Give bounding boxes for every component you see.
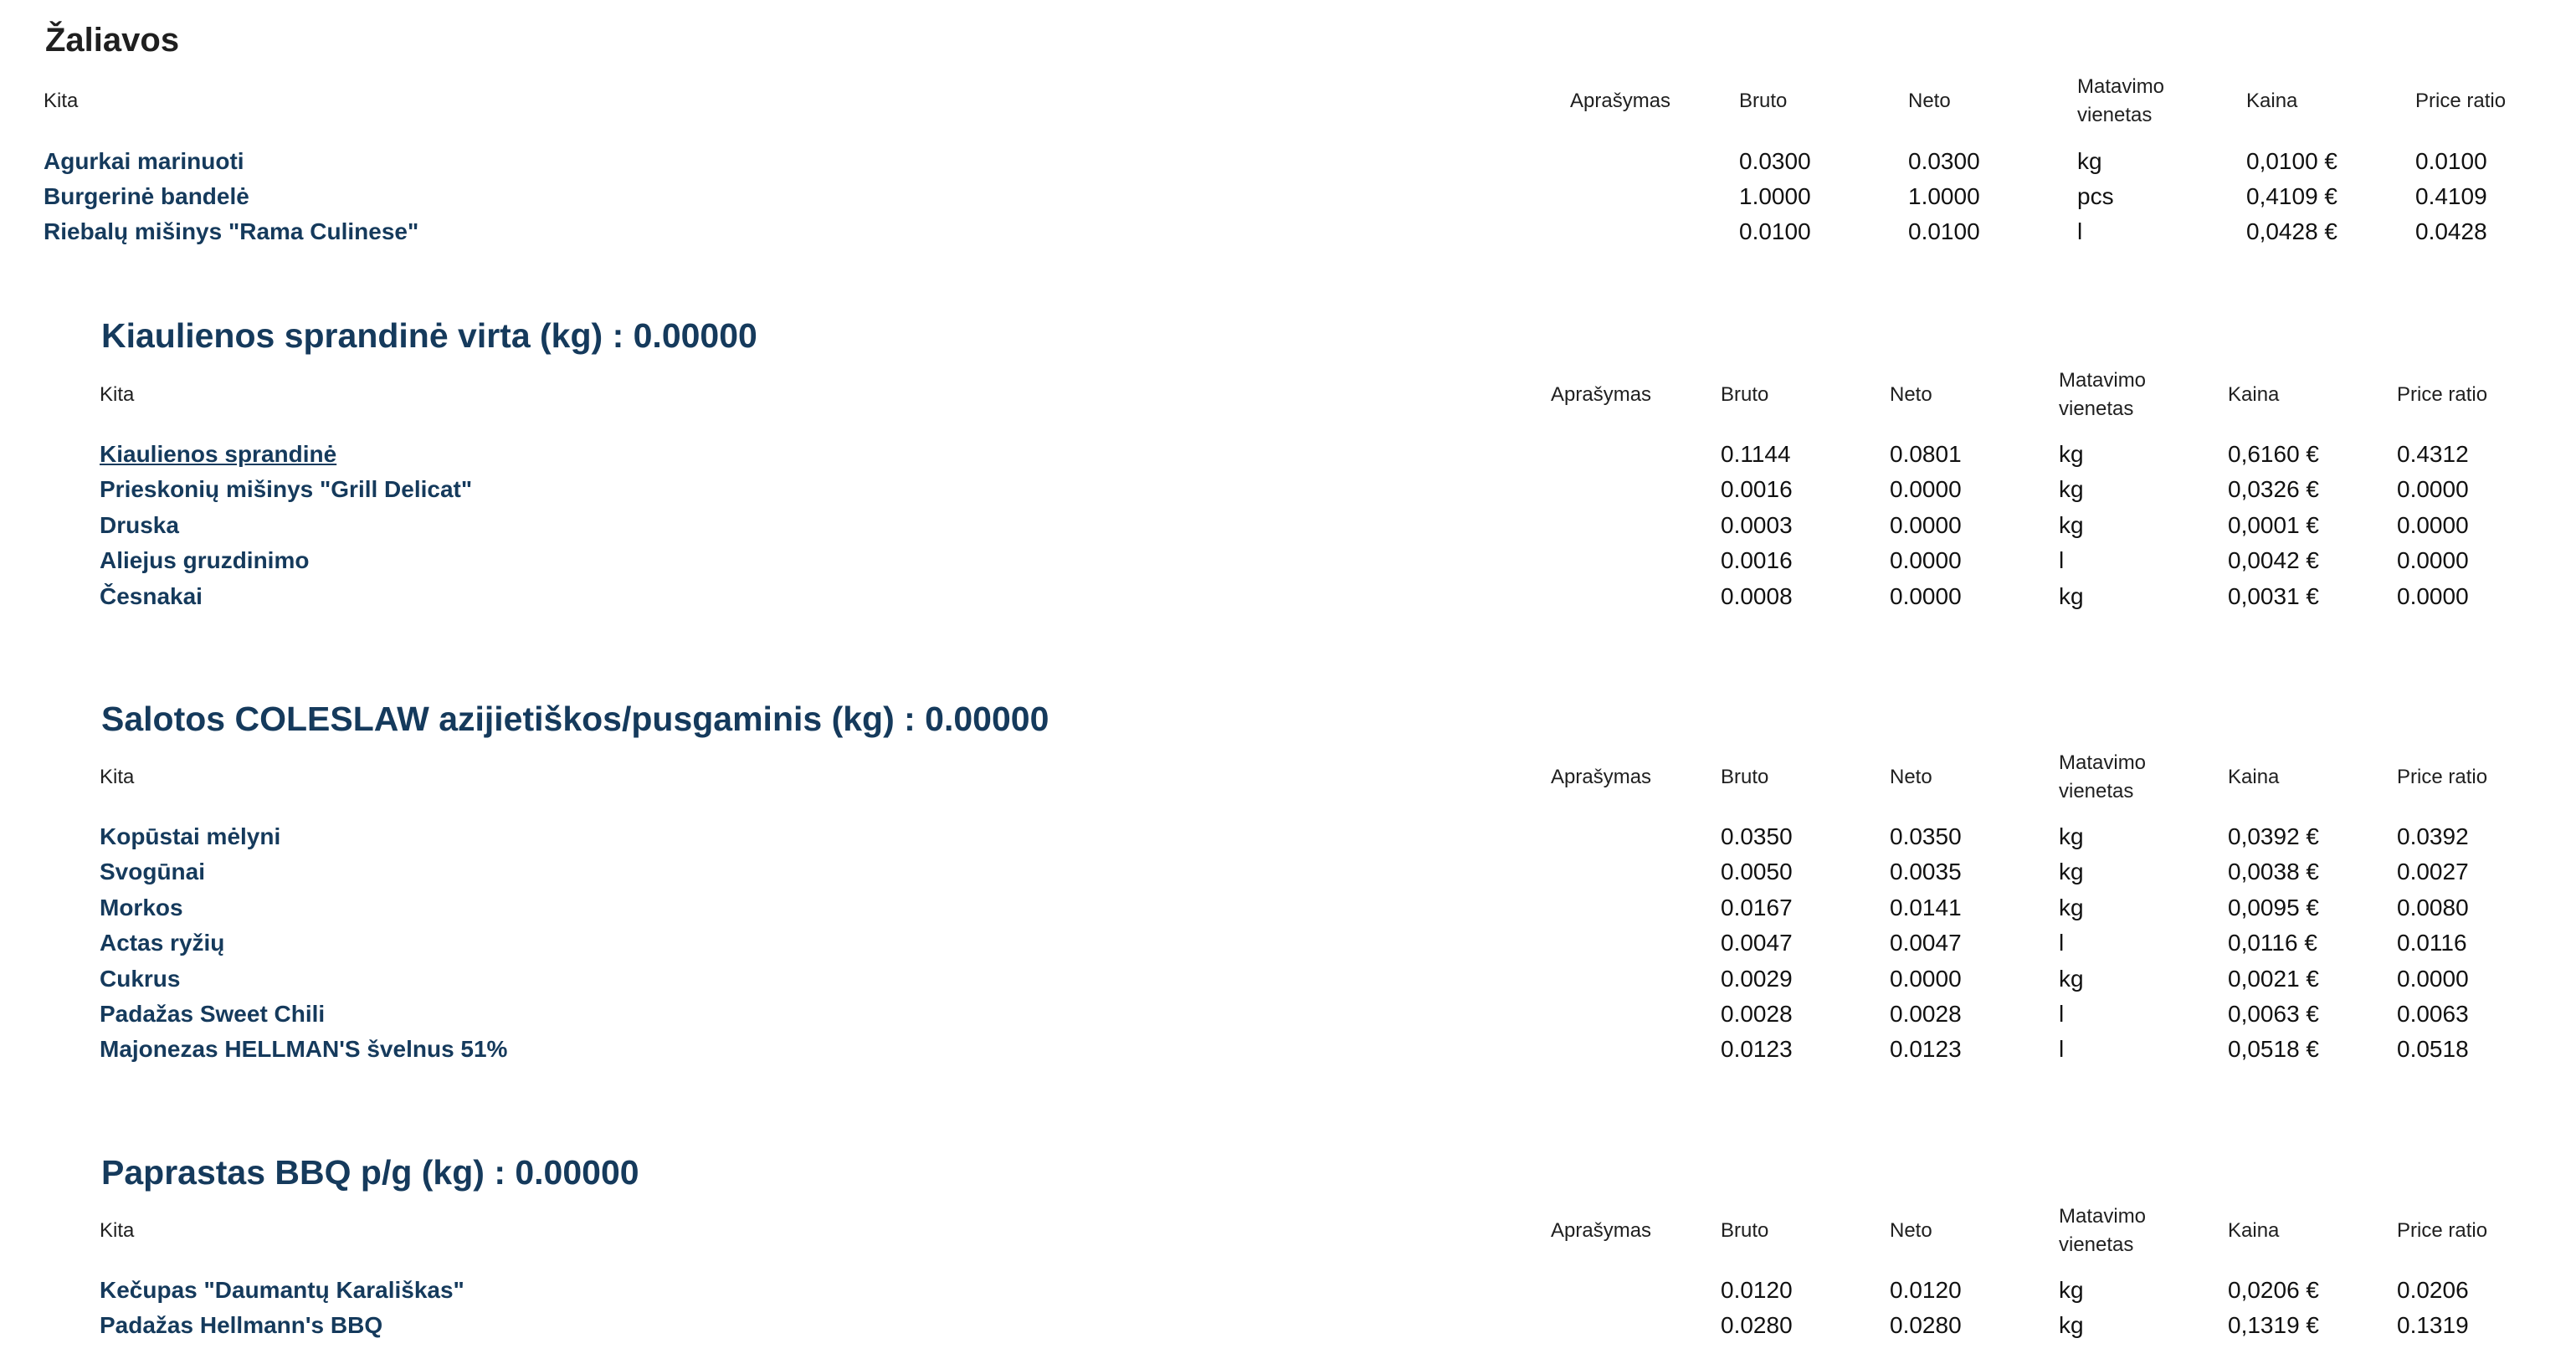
bruto-value: 0.0280 <box>1721 1312 1793 1338</box>
neto-value: 0.0000 <box>1890 547 1962 573</box>
price-value: 0,1319 € <box>2228 1312 2319 1338</box>
ingredient-name: Kopūstai mėlyni <box>100 823 281 849</box>
neto-value: 0.0141 <box>1890 895 1962 920</box>
header-bruto: Bruto <box>1721 1219 1769 1242</box>
price-value: 0,0326 € <box>2228 476 2319 502</box>
unit-value: pcs <box>2077 183 2114 209</box>
section-title: Kiaulienos sprandinė virta (kg) : 0.00000 <box>101 316 757 355</box>
price-value: 0,0518 € <box>2228 1036 2319 1062</box>
price-ratio-value: 0.0100 <box>2415 148 2487 174</box>
neto-value: 0.0280 <box>1890 1312 1962 1338</box>
header-kaina: Kaina <box>2228 766 2280 788</box>
ingredient-name: Morkos <box>100 895 183 920</box>
ingredient-name: Aliejus gruzdinimo <box>100 547 310 573</box>
price-ratio-value: 0.0000 <box>2397 547 2469 573</box>
price-value: 0,0116 € <box>2228 930 2317 956</box>
bruto-value: 0.0008 <box>1721 583 1793 609</box>
neto-value: 0.0047 <box>1890 930 1962 956</box>
price-ratio-value: 0.4312 <box>2397 441 2469 467</box>
unit-value: kg <box>2059 476 2084 502</box>
bruto-value: 0.0350 <box>1721 823 1793 849</box>
section-title: Paprastas BBQ p/g (kg) : 0.00000 <box>101 1153 639 1192</box>
price-ratio-value: 0.0428 <box>2415 218 2487 244</box>
ingredient-name: Actas ryžių <box>100 930 225 956</box>
header-vienetas: vienetas <box>2059 780 2134 802</box>
ingredient-name: Padažas Sweet Chili <box>100 1001 326 1027</box>
bruto-value: 0.0029 <box>1721 966 1793 992</box>
bruto-value: 0.0028 <box>1721 1001 1793 1027</box>
unit-value: kg <box>2059 1312 2084 1338</box>
price-value: 0,0095 € <box>2228 895 2319 920</box>
section-title: Salotos COLESLAW azijietiškos/pusgaminis (kg) : 0.00000 <box>101 700 1049 738</box>
price-value: 0,0392 € <box>2228 823 2319 849</box>
neto-value: 1.0000 <box>1908 183 1980 209</box>
price-value: 0,4109 € <box>2246 183 2337 209</box>
bruto-value: 0.0050 <box>1721 859 1793 884</box>
header-price-ratio: Price ratio <box>2415 90 2507 112</box>
ingredient-name: Druska <box>100 512 179 538</box>
neto-value: 0.0028 <box>1890 1001 1962 1027</box>
price-value: 0,0063 € <box>2228 1001 2319 1027</box>
header-matavimo: Matavimo <box>2059 751 2147 774</box>
price-ratio-value: 0.0027 <box>2397 859 2469 884</box>
price-ratio-value: 0.0392 <box>2397 823 2469 849</box>
header-aprasymas: Aprašymas <box>1551 766 1652 788</box>
header-aprasymas: Aprašymas <box>1551 383 1652 406</box>
header-bruto: Bruto <box>1721 383 1769 406</box>
unit-value: kg <box>2059 512 2084 538</box>
header-kita: Kita <box>100 1219 135 1242</box>
neto-value: 0.0120 <box>1890 1277 1962 1303</box>
ingredient-name: Majonezas HELLMAN'S švelnus 51% <box>100 1036 508 1062</box>
bruto-value: 0.0167 <box>1721 895 1793 920</box>
price-ratio-value: 0.0000 <box>2397 512 2469 538</box>
unit-value: l <box>2077 218 2083 244</box>
unit-value: kg <box>2059 966 2084 992</box>
price-ratio-value: 0.0206 <box>2397 1277 2469 1303</box>
unit-value: kg <box>2059 859 2084 884</box>
price-value: 0,0038 € <box>2228 859 2319 884</box>
header-price-ratio: Price ratio <box>2397 766 2488 788</box>
bruto-value: 0.0120 <box>1721 1277 1793 1303</box>
price-value: 0,0031 € <box>2228 583 2319 609</box>
ingredient-name: Cukrus <box>100 966 181 992</box>
neto-value: 0.0300 <box>1908 148 1980 174</box>
page-title: Žaliavos <box>45 22 180 59</box>
bruto-value: 0.1144 <box>1721 441 1791 467</box>
header-kaina: Kaina <box>2228 1219 2280 1242</box>
ingredient-name[interactable]: Kiaulienos sprandinė <box>100 441 337 467</box>
ingredient-name: Česnakai <box>100 583 203 609</box>
unit-value: l <box>2059 930 2065 956</box>
neto-value: 0.0035 <box>1890 859 1962 884</box>
header-neto: Neto <box>1890 766 1932 788</box>
ingredient-name: Svogūnai <box>100 859 206 884</box>
unit-value: kg <box>2059 1277 2084 1303</box>
price-value: 0,0428 € <box>2246 218 2337 244</box>
neto-value: 0.0000 <box>1890 512 1962 538</box>
ingredient-name: Burgerinė bandelė <box>44 183 249 209</box>
price-ratio-value: 0.0080 <box>2397 895 2469 920</box>
bruto-value: 0.0100 <box>1739 218 1811 244</box>
neto-value: 0.0000 <box>1890 476 1962 502</box>
neto-value: 0.0100 <box>1908 218 1980 244</box>
price-ratio-value: 0.1319 <box>2397 1312 2469 1338</box>
header-vienetas: vienetas <box>2059 397 2134 420</box>
ingredient-name: Agurkai marinuoti <box>44 148 244 174</box>
header-neto: Neto <box>1908 90 1951 112</box>
header-price-ratio: Price ratio <box>2397 383 2488 406</box>
bruto-value: 1.0000 <box>1739 183 1811 209</box>
header-matavimo: Matavimo <box>2077 75 2165 98</box>
bruto-value: 0.0016 <box>1721 476 1793 502</box>
unit-value: kg <box>2059 823 2084 849</box>
neto-value: 0.0000 <box>1890 966 1962 992</box>
price-value: 0,0100 € <box>2246 148 2337 174</box>
header-neto: Neto <box>1890 383 1932 406</box>
neto-value: 0.0350 <box>1890 823 1962 849</box>
neto-value: 0.0123 <box>1890 1036 1962 1062</box>
price-value: 0,0042 € <box>2228 547 2319 573</box>
header-vienetas: vienetas <box>2059 1233 2134 1256</box>
price-ratio-value: 0.0000 <box>2397 966 2469 992</box>
price-ratio-value: 0.0000 <box>2397 583 2469 609</box>
unit-value: l <box>2059 1036 2065 1062</box>
header-kita: Kita <box>100 766 135 788</box>
price-value: 0,0206 € <box>2228 1277 2319 1303</box>
header-bruto: Bruto <box>1739 90 1788 112</box>
price-ratio-value: 0.4109 <box>2415 183 2487 209</box>
price-value: 0,0001 € <box>2228 512 2319 538</box>
header-aprasymas: Aprašymas <box>1570 90 1671 112</box>
unit-value: kg <box>2059 583 2084 609</box>
header-aprasymas: Aprašymas <box>1551 1219 1652 1242</box>
price-value: 0,6160 € <box>2228 441 2319 467</box>
neto-value: 0.0801 <box>1890 441 1962 467</box>
price-ratio-value: 0.0063 <box>2397 1001 2469 1027</box>
price-value: 0,0021 € <box>2228 966 2319 992</box>
header-kaina: Kaina <box>2246 90 2298 112</box>
bruto-value: 0.0123 <box>1721 1036 1793 1062</box>
bruto-value: 0.0300 <box>1739 148 1811 174</box>
header-price-ratio: Price ratio <box>2397 1219 2488 1242</box>
bruto-value: 0.0003 <box>1721 512 1793 538</box>
unit-value: kg <box>2059 441 2084 467</box>
ingredient-name: Kečupas "Daumantų Karališkas" <box>100 1277 464 1303</box>
ingredient-name: Prieskonių mišinys "Grill Delicat" <box>100 476 473 502</box>
unit-value: kg <box>2059 895 2084 920</box>
ingredient-name: Padažas Hellmann's BBQ <box>100 1312 383 1338</box>
header-neto: Neto <box>1890 1219 1932 1242</box>
price-ratio-value: 0.0518 <box>2397 1036 2469 1062</box>
header-matavimo: Matavimo <box>2059 369 2147 392</box>
header-vienetas: vienetas <box>2077 104 2153 126</box>
header-kita: Kita <box>100 383 135 406</box>
header-kita: Kita <box>44 90 79 112</box>
neto-value: 0.0000 <box>1890 583 1962 609</box>
bruto-value: 0.0016 <box>1721 547 1793 573</box>
price-ratio-value: 0.0116 <box>2397 930 2467 956</box>
ingredient-name: Riebalų mišinys "Rama Culinese" <box>44 218 419 244</box>
bruto-value: 0.0047 <box>1721 930 1793 956</box>
header-matavimo: Matavimo <box>2059 1205 2147 1228</box>
unit-value: kg <box>2077 148 2102 174</box>
unit-value: l <box>2059 1001 2065 1027</box>
header-kaina: Kaina <box>2228 383 2280 406</box>
header-bruto: Bruto <box>1721 766 1769 788</box>
unit-value: l <box>2059 547 2065 573</box>
price-ratio-value: 0.0000 <box>2397 476 2469 502</box>
